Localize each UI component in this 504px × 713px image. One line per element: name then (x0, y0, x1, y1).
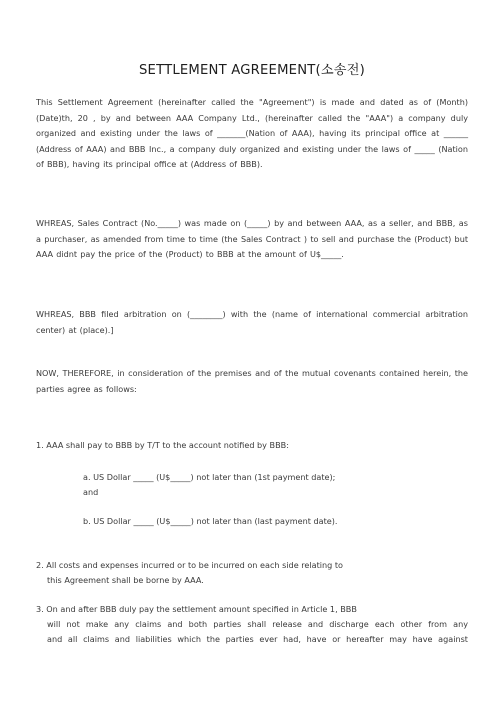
article-2-line-2: this Agreement shall be borne by AAA. (47, 575, 204, 585)
article-1-and: and (83, 487, 99, 497)
article-3-line-2: will not make any claims and both parties shall release and discharge each other from any (47, 619, 468, 629)
article-2-line-1: 2. All costs and expenses incurred or to be incurred on each side relating to (36, 560, 343, 570)
article-3-line-3: and all claims and liabilities which the parties ever had, have or hereafter may have against (47, 634, 468, 644)
document-title: SETTLEMENT AGREEMENT(소송전) (138, 63, 366, 78)
whereas-sales-contract-paragraph: WHREAS, Sales Contract (No._____) was made on (_____) by and between AAA, as a seller, and BBB, as a purchaser, as amended from time to time (the Sales Contract ) to sell and purchase the (Product) but AAA didnt pay the price of the (Product) to BBB at the amount of U$_____. (36, 218, 468, 260)
article-1-text: 1. AAA shall pay to BBB by T/T to the account notified by BBB: (36, 440, 289, 450)
article-3-line-1: 3. On and after BBB duly pay the settlement amount specified in Article 1, BBB (36, 604, 357, 614)
preamble-paragraph: This Settlement Agreement (hereinafter called the "Agreement") is made and dated as of (Month) (Date)th, 20 , by and between AAA Company Ltd., (hereinafter called the "AAA") a company duly organized and existing under the laws of _______(Nation of AAA), having its principal office at ______ (Address of AAA) and BBB Inc., a company duly organized and existing under the laws of _____ (Nation of BBB), having its principal office at (Address of BBB). (36, 97, 468, 170)
now-therefore-paragraph: NOW, THEREFORE, in consideration of the premises and of the mutual covenants contained herein, the parties agree as follows: (36, 368, 468, 394)
article-1-sub-b: b. US Dollar _____ (U$_____) not later than (last payment date). (83, 516, 338, 526)
whereas-arbitration-paragraph: WHREAS, BBB filed arbitration on (________) with the (name of international commercial arbitration center) at (place).] (36, 309, 468, 335)
article-1-sub-a: a. US Dollar _____ (U$_____) not later than (1st payment date); (83, 472, 336, 482)
